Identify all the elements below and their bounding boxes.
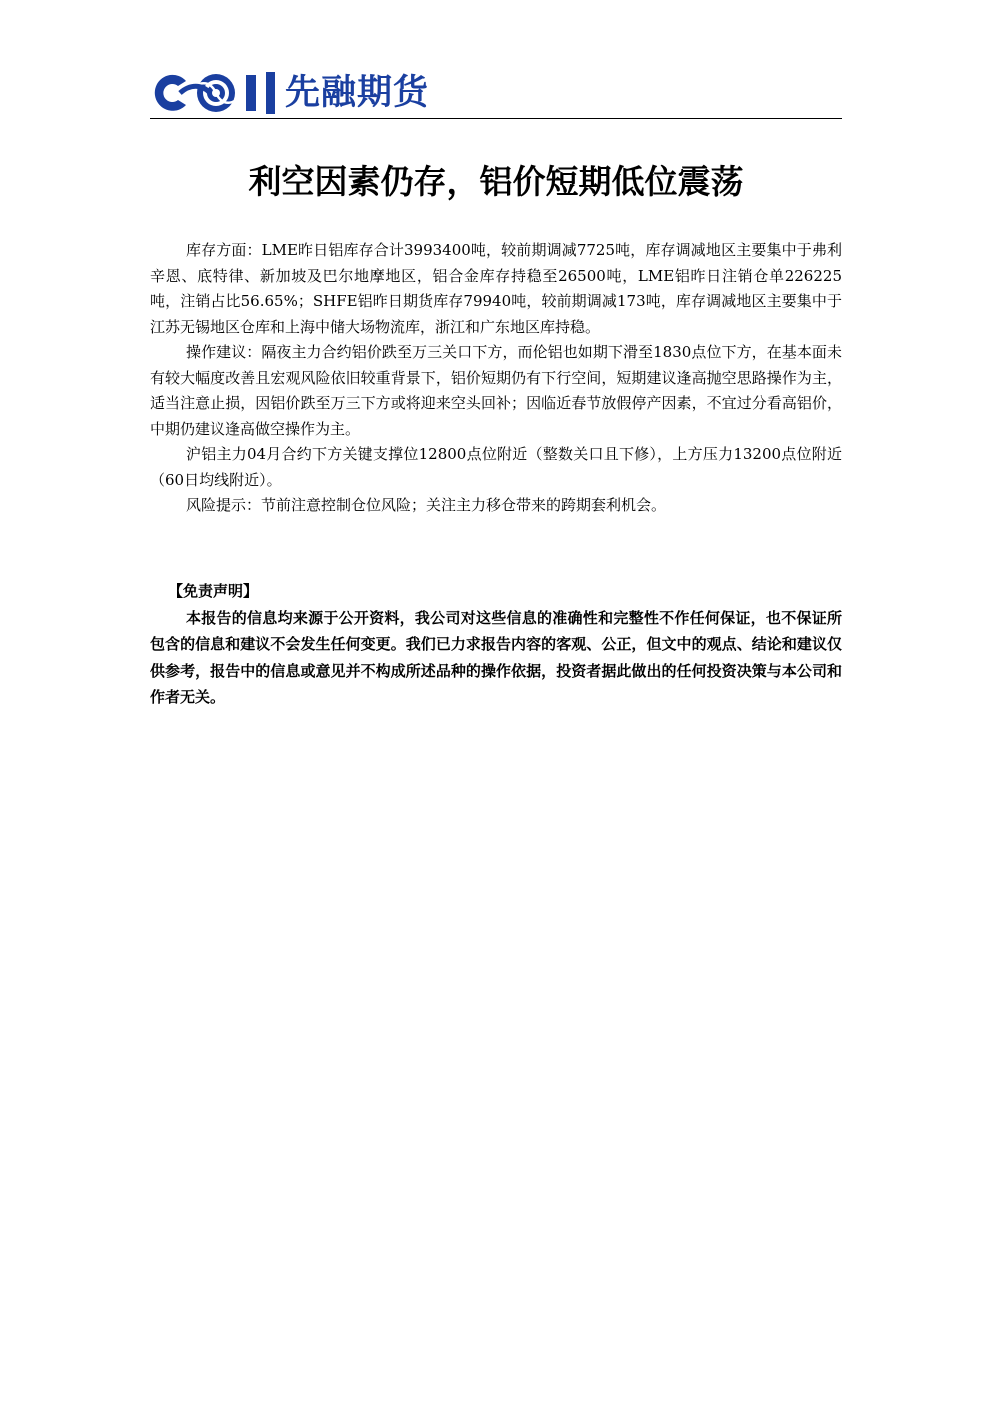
coi-logo-icon bbox=[150, 72, 262, 114]
disclaimer-section bbox=[150, 578, 842, 711]
logo-divider-bar bbox=[266, 72, 275, 114]
disclaimer-heading: 【免责声明】 bbox=[168, 582, 259, 600]
company-logo bbox=[150, 72, 429, 114]
paragraph-risk: 风险提示：节前注意控制仓位风险；关注主力移仓带来的跨期套利机会。 bbox=[186, 496, 667, 514]
paragraph-levels: 沪铝主力04月合约下方关键支撑位12800点位附近（整数关口且下修），上方压力13200点位附近（60日均线附近）。 bbox=[150, 445, 842, 489]
paragraph-advice: 操作建议：隔夜主力合约铝价跌至万三关口下方，而伦铝也如期下滑至1830点位下方，在基本面未有较大幅度改善且宏观风险依旧较重背景下，铝价短期仍有下行空间，短期建议逢高抛空思路操作为主，适当注意止损，因铝价跌至万三下方或将迎来空头回补；因临近春节放假停产因素，不宜过分看高铝价，中期仍建议逢高做空操作为主。 bbox=[150, 343, 842, 438]
disclaimer-text: 本报告的信息均来源于公开资料，我公司对这些信息的准确性和完整性不作任何保证，也不保证所包含的信息和建议不会发生任何变更。我们已力求报告内容的客观、公正，但文中的观点、结论和建议仅供参考，报告中的信息或意见并不构成所述品种的操作依据，投资者据此做出的任何投资决策与本公司和作者无关。 bbox=[150, 608, 842, 706]
header-rule bbox=[150, 118, 842, 119]
paragraph-inventory: 库存方面：LME昨日铝库存合计3993400吨，较前期调减7725吨，库存调减地区主要集中于弗利辛恩、底特律、新加坡及巴尔地摩地区，铝合金库存持稳至26500吨，LME铝昨日注销仓单226225吨，注销占比56.65%；SHFE铝昨日期货库存79940吨，较前期调减173吨，库存调减地区主要集中于江苏无锡地区仓库和上海中储大场物流库，浙江和广东地区库持稳。 bbox=[150, 241, 842, 336]
report-title: 利空因素仍存，铝价短期低位震荡 bbox=[248, 162, 744, 201]
page-header bbox=[150, 70, 842, 120]
company-name: 先融期货 bbox=[285, 73, 430, 113]
report-body bbox=[150, 238, 842, 519]
